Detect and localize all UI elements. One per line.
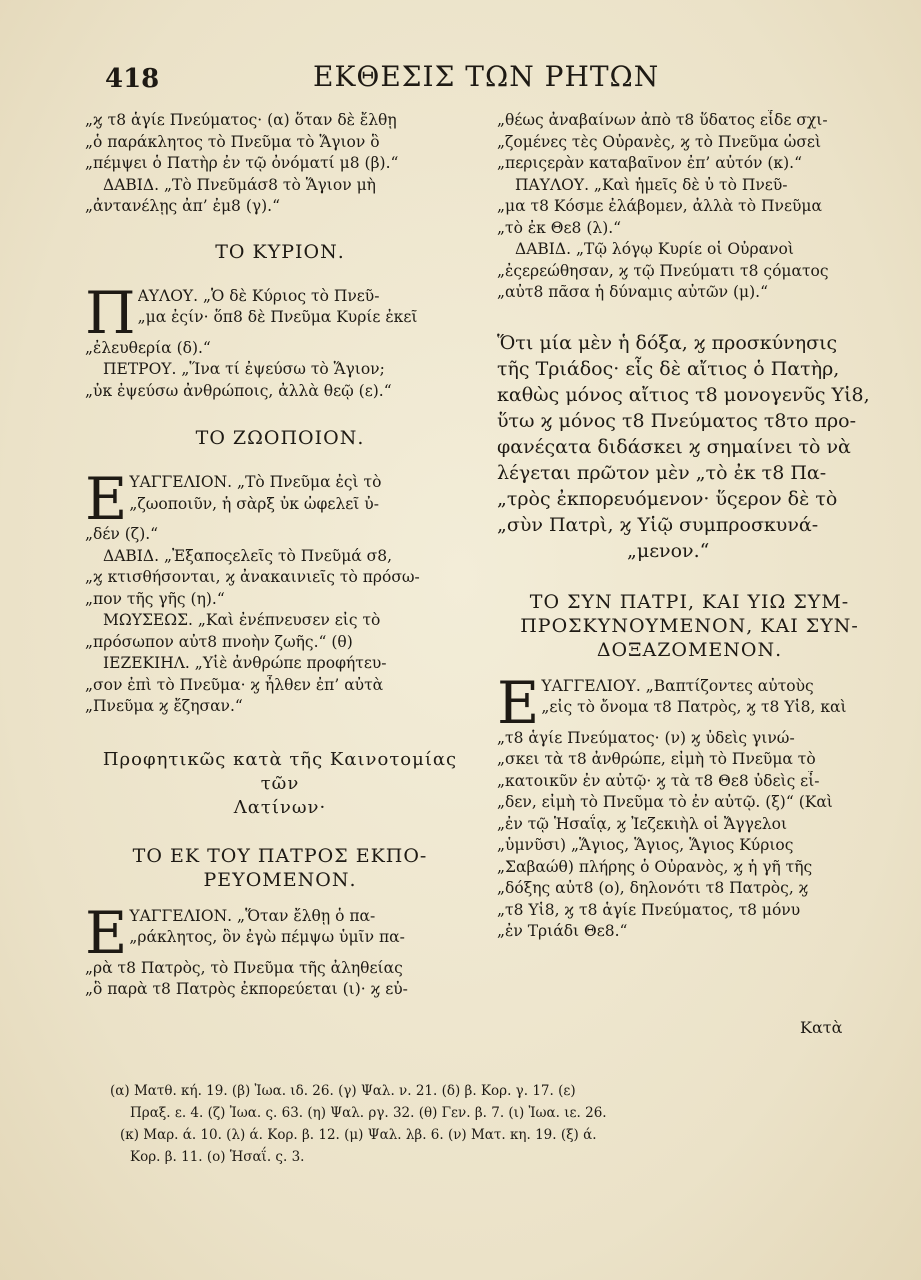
text-line: „μα τ8 Κόσμε ἐλάβομεν, ἀλλὰ τὸ Πνεῦμα <box>497 197 822 215</box>
drop-cap: Ε <box>85 898 128 967</box>
text-line: „θέως ἀναβαίνων ἀπὸ τ8 ὕδατος εἶδε σχι- <box>497 111 828 129</box>
catchword: Κατὰ <box>800 1018 843 1037</box>
text-line: ΠΑΥΛΟΥ. „Καὶ ἡμεῖς δὲ ὐ τὸ Πνεῦ- <box>515 175 788 194</box>
text-line: „ἀντανέλῃς ἀπ’ ἐμ8 (γ).“ <box>85 197 281 215</box>
text-line: „ἐςερεώθησαν, ϗ τῷ Πνεύματι τ8 ςόματος <box>497 261 829 280</box>
text-line: „μα ἐςίν· ὅπ8 δὲ Πνεῦμα Κυρίε ἐκεῖ <box>137 308 418 326</box>
text-line: ΠΕΤΡΟΥ. „Ἵνα τί ἐψεύσω τὸ Ἅγιον; <box>103 360 385 378</box>
text-line: „ἐν Τριάδι Θε8.“ <box>497 922 628 940</box>
footnote-line: (κ) Μαρ. ά. 10. (λ) ά. Κορ. β. 12. (μ) Ψαλ. λβ. 6. (ν) Ματ. κη. 19. (ξ) ά. <box>120 1127 597 1143</box>
heading-line: ΡΕΥΟΜΕΝΟΝ. <box>203 868 357 891</box>
text-line: „δόξης αὐτ8 (ο), δηλονότι τ8 Πατρὸς, ϗ <box>497 879 809 897</box>
text-line: „δεν, εἰμὴ τὸ Πνεῦμα τὸ ἐν αὐτῷ. (ξ)“ (Καὶ <box>497 793 833 811</box>
text-line: „ὁ παράκλητος τὸ Πνεῦμα τὸ Ἅγιον ὃ <box>85 132 380 151</box>
text-line: ΔΑΒΙΔ. „Τῷ λόγῳ Κυρίε οἱ Οὐρανοὶ <box>515 240 794 258</box>
text-line: ΥΑΓΓΕΛΙΟΝ. „Ὅταν ἔλθῃ ὁ πα- <box>129 906 376 925</box>
left-intro-paragraph <box>85 110 475 218</box>
footnote-line: Πραξ. ε. 4. (ζ) Ἰωα. ς. 63. (η) Ψαλ. ργ. 32. (θ) Γεν. β. 7. (ι) Ἰωα. ιε. 26. <box>130 1105 607 1121</box>
left-column <box>85 110 475 1001</box>
text-line: „τ8 ἁγίε Πνεύματος· (ν) ϗ ὐδεὶς γινώ- <box>497 728 795 747</box>
text-line: „τὸ ἐκ Θε8 (λ).“ <box>497 218 622 237</box>
text-line: „σὺν Πατρὶ, ϗ Υἱῷ συμπροσκυνά- <box>497 513 819 536</box>
text-line: „εἰς τὸ ὄνομα τ8 Πατρὸς, ϗ τ8 Υἱ8, καὶ <box>541 698 847 716</box>
text-line: „περιςερὰν καταβαῖνον ἐπ’ αὐτόν (κ).“ <box>497 154 803 172</box>
heading-line: ΠΡΟΣΚΥΝΟΥΜΕΝΟΝ, ΚΑΙ ΣΥΝ- <box>520 614 859 637</box>
heading-zoopoion: ΤΟ ΖΩΟΠΟΙΟΝ. <box>195 427 365 449</box>
text-line: „ὑμνῦσι) „Ἅγιος, Ἅγιος, Ἅγιος Κύριος <box>497 836 794 854</box>
text-line: „τρὸς ἐκπορευόμενον· ὕςερον δὲ τὸ <box>497 487 838 510</box>
footnotes <box>110 1080 880 1168</box>
evangeliou-paragraph <box>497 668 882 943</box>
text-line: „αὐτ8 πᾶσα ἡ δύναμις αὐτῶν (μ).“ <box>497 283 769 301</box>
text-line: „ράκλητος, ὃν ἐγὼ πέμψω ὑμῖν πα- <box>129 928 405 946</box>
text-line: ὕτω ϗ μόνος τ8 Πνεύματος τ8το προ- <box>497 409 857 432</box>
right-column <box>497 110 882 943</box>
evangelion-paragraph-2 <box>85 898 475 1001</box>
heading-ekporeuomenon <box>85 844 475 892</box>
text-line: „πον τῆς γῆς (η).“ <box>85 589 225 608</box>
text-line: „ϗ τ8 ἁγίε Πνεύματος· (α) ὅταν δὲ ἔλθῃ <box>85 111 397 129</box>
heading-prophetic <box>85 748 475 820</box>
text-line: „δέν (ζ).“ <box>85 525 159 543</box>
right-intro-paragraph <box>497 110 882 304</box>
text-line: ΥΑΓΓΕΛΙΟΝ. „Τὸ Πνεῦμα ἐςὶ τὸ <box>129 473 382 491</box>
heading-line: Λατίνων· <box>233 796 327 818</box>
running-head: ΕΚΘΕΣΙΣ ΤΩΝ ΡΗΤΩΝ <box>313 60 660 93</box>
text-line: τῆς Τριάδος· εἷς δὲ αἴτιος ὁ Πατὴρ, <box>497 357 840 380</box>
heading-line: ΔΟΞΑΖΟΜΕΝΟΝ. <box>596 638 783 661</box>
text-line: καθὼς μόνος αἴτιος τ8 μονογενῦς Υἱ8, <box>497 383 870 406</box>
heading-line: Προφητικῶς κατὰ τῆς Καινοτομίας τῶν <box>102 748 458 794</box>
paulou-paragraph <box>85 278 475 403</box>
text-line: „ὃ παρὰ τ8 Πατρὸς ἐκπορεύεται (ι)· ϗ εὐ- <box>85 980 408 998</box>
text-line: Ὅτι μία μὲν ἡ δόξα, ϗ προσκύνησις <box>497 331 838 354</box>
text-line: ΜΩΥΣΕΩΣ. „Καὶ ἐνέπνευσεν εἰς τὸ <box>103 611 381 629</box>
doxa-paragraph <box>497 330 882 564</box>
text-line: ΔΑΒΙΔ. „Ἐξαποςελεῖς τὸ Πνεῦμά σ8, <box>103 546 393 565</box>
text-line: φανέςατα διδάσκει ϗ σημαίνει τὸ νὰ <box>497 435 851 458</box>
text-line: „ϗ κτισθήσονται, ϗ ἀνακαινιεῖς τὸ πρόσω- <box>85 568 420 586</box>
footnote-line: Κορ. β. 11. (ο) Ἡσαΐ. ς. 3. <box>130 1149 305 1165</box>
text-line: ΙΕΖΕΚΙΗΛ. „Υἱὲ ἀνθρώπε προφήτευ- <box>103 654 387 672</box>
heading-line: ΤΟ ΣΥΝ ΠΑΤΡΙ, ΚΑΙ ΥΙΩ ΣΥΜ- <box>529 590 850 613</box>
text-line: „ἐν τῷ Ἡσαΐᾳ, ϗ Ἰεζεκιὴλ οἱ Ἄγγελοι <box>497 814 788 833</box>
text-line: „ζομένες τὲς Οὐρανὲς, ϗ τὸ Πνεῦμα ὡσεὶ <box>497 132 822 151</box>
text-line: „μενον.“ <box>627 539 710 562</box>
text-line: „πρόσωπον αὐτ8 πνοὴν ζωῆς.“ (θ) <box>85 632 353 651</box>
text-line: „πέμψει ὁ Πατὴρ ἐν τῷ ὀνόματί μ8 (β).“ <box>85 154 399 172</box>
text-line: „Σαβαώθ) πλήρης ὁ Οὐρανὸς, ϗ ἡ γῆ τῆς <box>497 857 813 876</box>
text-line: „τ8 Υἱ8, ϗ τ8 ἁγίε Πνεύματος, τ8 μόνυ <box>497 900 801 919</box>
drop-cap: Ε <box>85 465 128 533</box>
text-line: ΔΑΒΙΔ. „Τὸ Πνεῦμάσ8 τὸ Ἅγιον μὴ <box>103 175 376 194</box>
heading-syn-patri <box>497 590 882 662</box>
evangelion-paragraph-1 <box>85 465 475 718</box>
text-line: ΑΥΛΟΥ. „Ὁ δὲ Κύριος τὸ Πνεῦ- <box>137 286 380 305</box>
footnote-line: (α) Ματθ. κή. 19. (β) Ἰωα. ιδ. 26. (γ) Ψαλ. ν. 21. (δ) β. Κορ. γ. 17. (ε) <box>110 1083 576 1099</box>
text-line: „ὐκ ἐψεύσω ἀνθρώποις, ἀλλὰ θεῷ (ε).“ <box>85 381 392 400</box>
page-header <box>105 60 885 100</box>
heading-kyrion: ΤΟ ΚΥΡΙΟΝ. <box>215 240 345 263</box>
text-line: „ρὰ τ8 Πατρὸς, τὸ Πνεῦμα τῆς ἀληθείας <box>85 958 403 977</box>
text-line: „Πνεῦμα ϗ ἔζησαν.“ <box>85 697 243 715</box>
drop-cap: Ε <box>497 668 540 737</box>
page-number: 418 <box>105 64 160 94</box>
text-line: λέγεται πρῶτον μὲν „τὸ ἐκ τ8 Πα- <box>497 461 827 484</box>
text-line: „ἐλευθερία (δ).“ <box>85 338 211 357</box>
text-line: „σκει τὰ τ8 ἀνθρώπε, εἰμὴ τὸ Πνεῦμα τὸ <box>497 750 816 768</box>
drop-cap: Π <box>85 278 136 347</box>
text-line: „σον ἐπὶ τὸ Πνεῦμα· ϗ ἦλθεν ἐπ’ αὐτὰ <box>85 675 384 694</box>
text-line: „ζωοποιῦν, ἡ σὰρξ ὐκ ὠφελεῖ ὐ- <box>129 494 379 513</box>
text-line: „κατοικῦν ἐν αὐτῷ· ϗ τὰ τ8 Θε8 ὐδεὶς εἶ- <box>497 771 820 790</box>
heading-line: ΤΟ ΕΚ ΤΟΥ ΠΑΤΡΟΣ ΕΚΠΟ- <box>132 844 428 867</box>
text-line: ΥΑΓΓΕΛΙΟΥ. „Βαπτίζοντες αὐτοὺς <box>541 676 814 695</box>
